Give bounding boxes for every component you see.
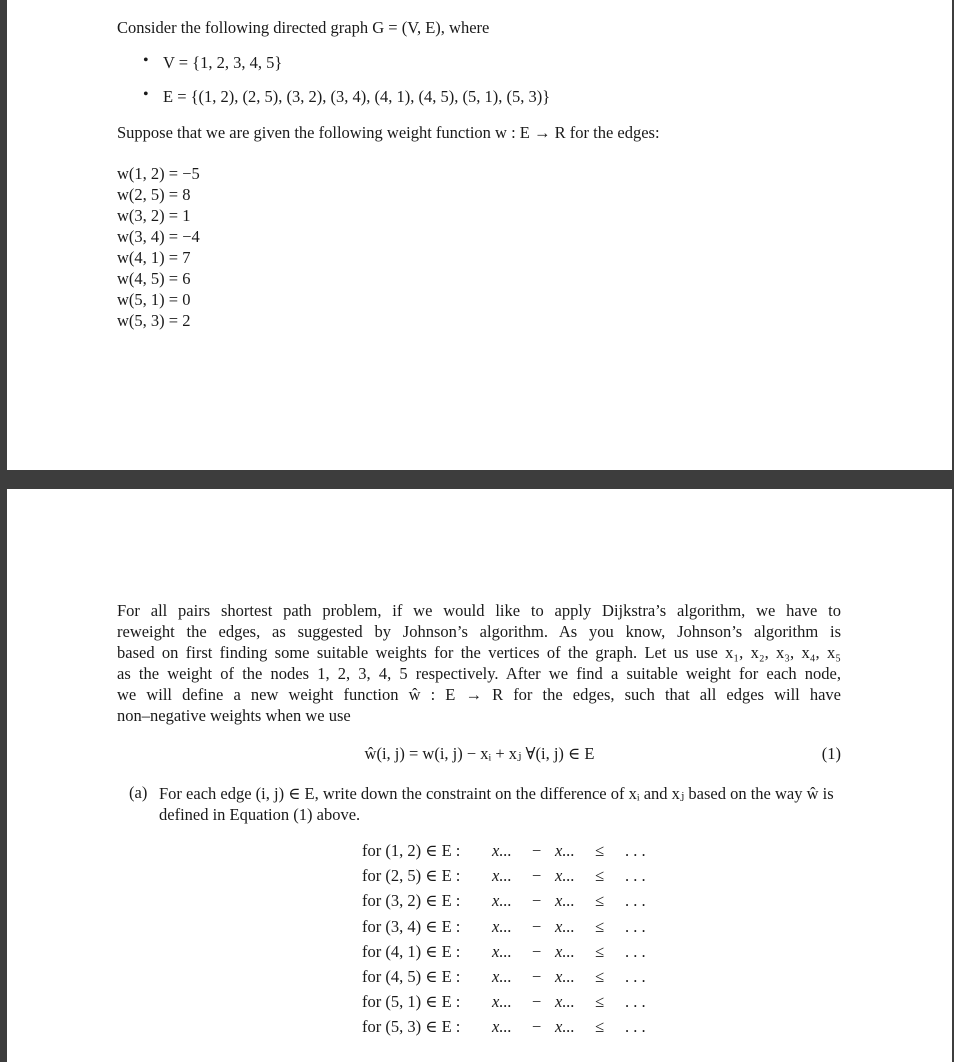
johnson-paragraph bbox=[117, 600, 841, 726]
constraint-edge: for (1, 2) ∈ E : bbox=[362, 841, 461, 860]
weight-line: w(2, 5) = 8 bbox=[117, 185, 191, 204]
paragraph-line: reweight the edges, as suggested by Johnson’s algorithm. As you know, Johnson’s algorithm is bbox=[117, 622, 841, 641]
constraint-xi: x... bbox=[492, 841, 512, 860]
constraint-minus: − bbox=[532, 891, 542, 911]
constraint-minus: − bbox=[532, 866, 542, 886]
bullet-marker: • bbox=[143, 86, 149, 103]
constraint-rhs: . . . bbox=[625, 891, 646, 911]
constraint-xi: x... bbox=[492, 891, 512, 911]
constraint-leq: ≤ bbox=[595, 841, 605, 860]
weight-line: w(5, 1) = 0 bbox=[117, 290, 191, 309]
weight-line: w(3, 2) = 1 bbox=[117, 206, 191, 225]
constraint-edge: for (3, 2) ∈ E : bbox=[362, 891, 461, 911]
constraint-minus: − bbox=[532, 841, 542, 860]
constraint-minus: − bbox=[532, 1017, 542, 1037]
constraint-xj: x... bbox=[555, 992, 575, 1012]
constraint-xi: x... bbox=[492, 992, 512, 1012]
document-page-2 bbox=[7, 489, 952, 1062]
constraint-leq: ≤ bbox=[595, 891, 605, 911]
constraint-xi: x... bbox=[492, 941, 512, 961]
constraint-xj: x... bbox=[555, 891, 575, 911]
constraint-xj: x... bbox=[555, 916, 575, 936]
constraint-edge: for (4, 5) ∈ E : bbox=[362, 967, 461, 986]
constraint-leq: ≤ bbox=[595, 941, 605, 961]
constraint-edge: for (5, 1) ∈ E : bbox=[362, 992, 461, 1012]
weight-line: w(3, 4) = −4 bbox=[117, 227, 200, 246]
weight-line: w(4, 1) = 7 bbox=[117, 248, 191, 267]
constraint-leq: ≤ bbox=[595, 916, 605, 936]
weight-intro-text: Suppose that we are given the following weight function w : E → R for the edges: bbox=[117, 123, 660, 142]
constraint-edge: for (4, 1) ∈ E : bbox=[362, 941, 461, 961]
constraint-edge: for (5, 3) ∈ E : bbox=[362, 1017, 461, 1037]
intro-text: Consider the following directed graph G = (V, E), where bbox=[117, 18, 490, 37]
constraint-rhs: . . . bbox=[625, 992, 646, 1012]
paragraph-line: we will define a new weight function ŵ : E → R for the edges, such that all edges will have bbox=[117, 685, 841, 704]
constraint-rhs: . . . bbox=[625, 916, 646, 936]
constraint-xj: x... bbox=[555, 941, 575, 961]
constraint-xi: x... bbox=[492, 916, 512, 936]
paragraph-line: based on first finding some suitable weights for the vertices of the graph. Let us use x₁, x₂, x₃, x₄, x₅ bbox=[117, 643, 841, 662]
reweight-equation: ŵ(i, j) = w(i, j) − xᵢ + xⱼ ∀(i, j) ∈ E bbox=[364, 744, 595, 763]
constraint-edge: for (3, 4) ∈ E : bbox=[362, 916, 461, 936]
constraint-rhs: . . . bbox=[625, 967, 646, 986]
weight-line: w(5, 3) = 2 bbox=[117, 311, 191, 330]
constraint-xj: x... bbox=[555, 967, 575, 986]
paragraph-line: For all pairs shortest path problem, if we would like to apply Dijkstra’s algorithm, we have to bbox=[117, 601, 841, 620]
constraint-xi: x... bbox=[492, 967, 512, 986]
edge-set: E = {(1, 2), (2, 5), (3, 2), (3, 4), (4, 1), (4, 5), (5, 1), (5, 3)} bbox=[163, 87, 551, 106]
item-label: (a) bbox=[129, 783, 148, 802]
constraint-xi: x... bbox=[492, 1017, 512, 1037]
constraint-leq: ≤ bbox=[595, 1017, 605, 1037]
paragraph-line: non–negative weights when we use bbox=[117, 706, 351, 725]
constraint-rhs: . . . bbox=[625, 941, 646, 961]
constraint-minus: − bbox=[532, 916, 542, 936]
constraint-rhs: . . . bbox=[625, 841, 646, 860]
constraint-minus: − bbox=[532, 992, 542, 1012]
constraint-edge: for (2, 5) ∈ E : bbox=[362, 866, 461, 886]
vertex-set: V = {1, 2, 3, 4, 5} bbox=[163, 53, 283, 72]
weight-line: w(4, 5) = 6 bbox=[117, 269, 191, 288]
constraint-xj: x... bbox=[555, 841, 575, 860]
constraint-leq: ≤ bbox=[595, 967, 605, 986]
document-page-1 bbox=[7, 0, 952, 470]
constraint-minus: − bbox=[532, 967, 542, 986]
equation-number: (1) bbox=[821, 744, 841, 763]
constraint-rhs: . . . bbox=[625, 1017, 646, 1037]
constraint-minus: − bbox=[532, 941, 542, 961]
paragraph-line: as the weight of the nodes 1, 2, 3, 4, 5 respectively. After we find a suitable weight for each node, bbox=[117, 664, 841, 683]
constraint-xj: x... bbox=[555, 866, 575, 886]
constraint-xj: x... bbox=[555, 1017, 575, 1037]
constraint-xi: x... bbox=[492, 866, 512, 886]
weight-line: w(1, 2) = −5 bbox=[117, 164, 200, 183]
constraint-rhs: . . . bbox=[625, 866, 646, 886]
constraint-leq: ≤ bbox=[595, 866, 605, 886]
constraint-leq: ≤ bbox=[595, 992, 605, 1012]
bullet-marker: • bbox=[143, 52, 149, 69]
item-text: For each edge (i, j) ∈ E, write down the constraint on the difference of xᵢ and xⱼ based on the way ŵ is defined in Equation (1) above. bbox=[159, 784, 834, 824]
